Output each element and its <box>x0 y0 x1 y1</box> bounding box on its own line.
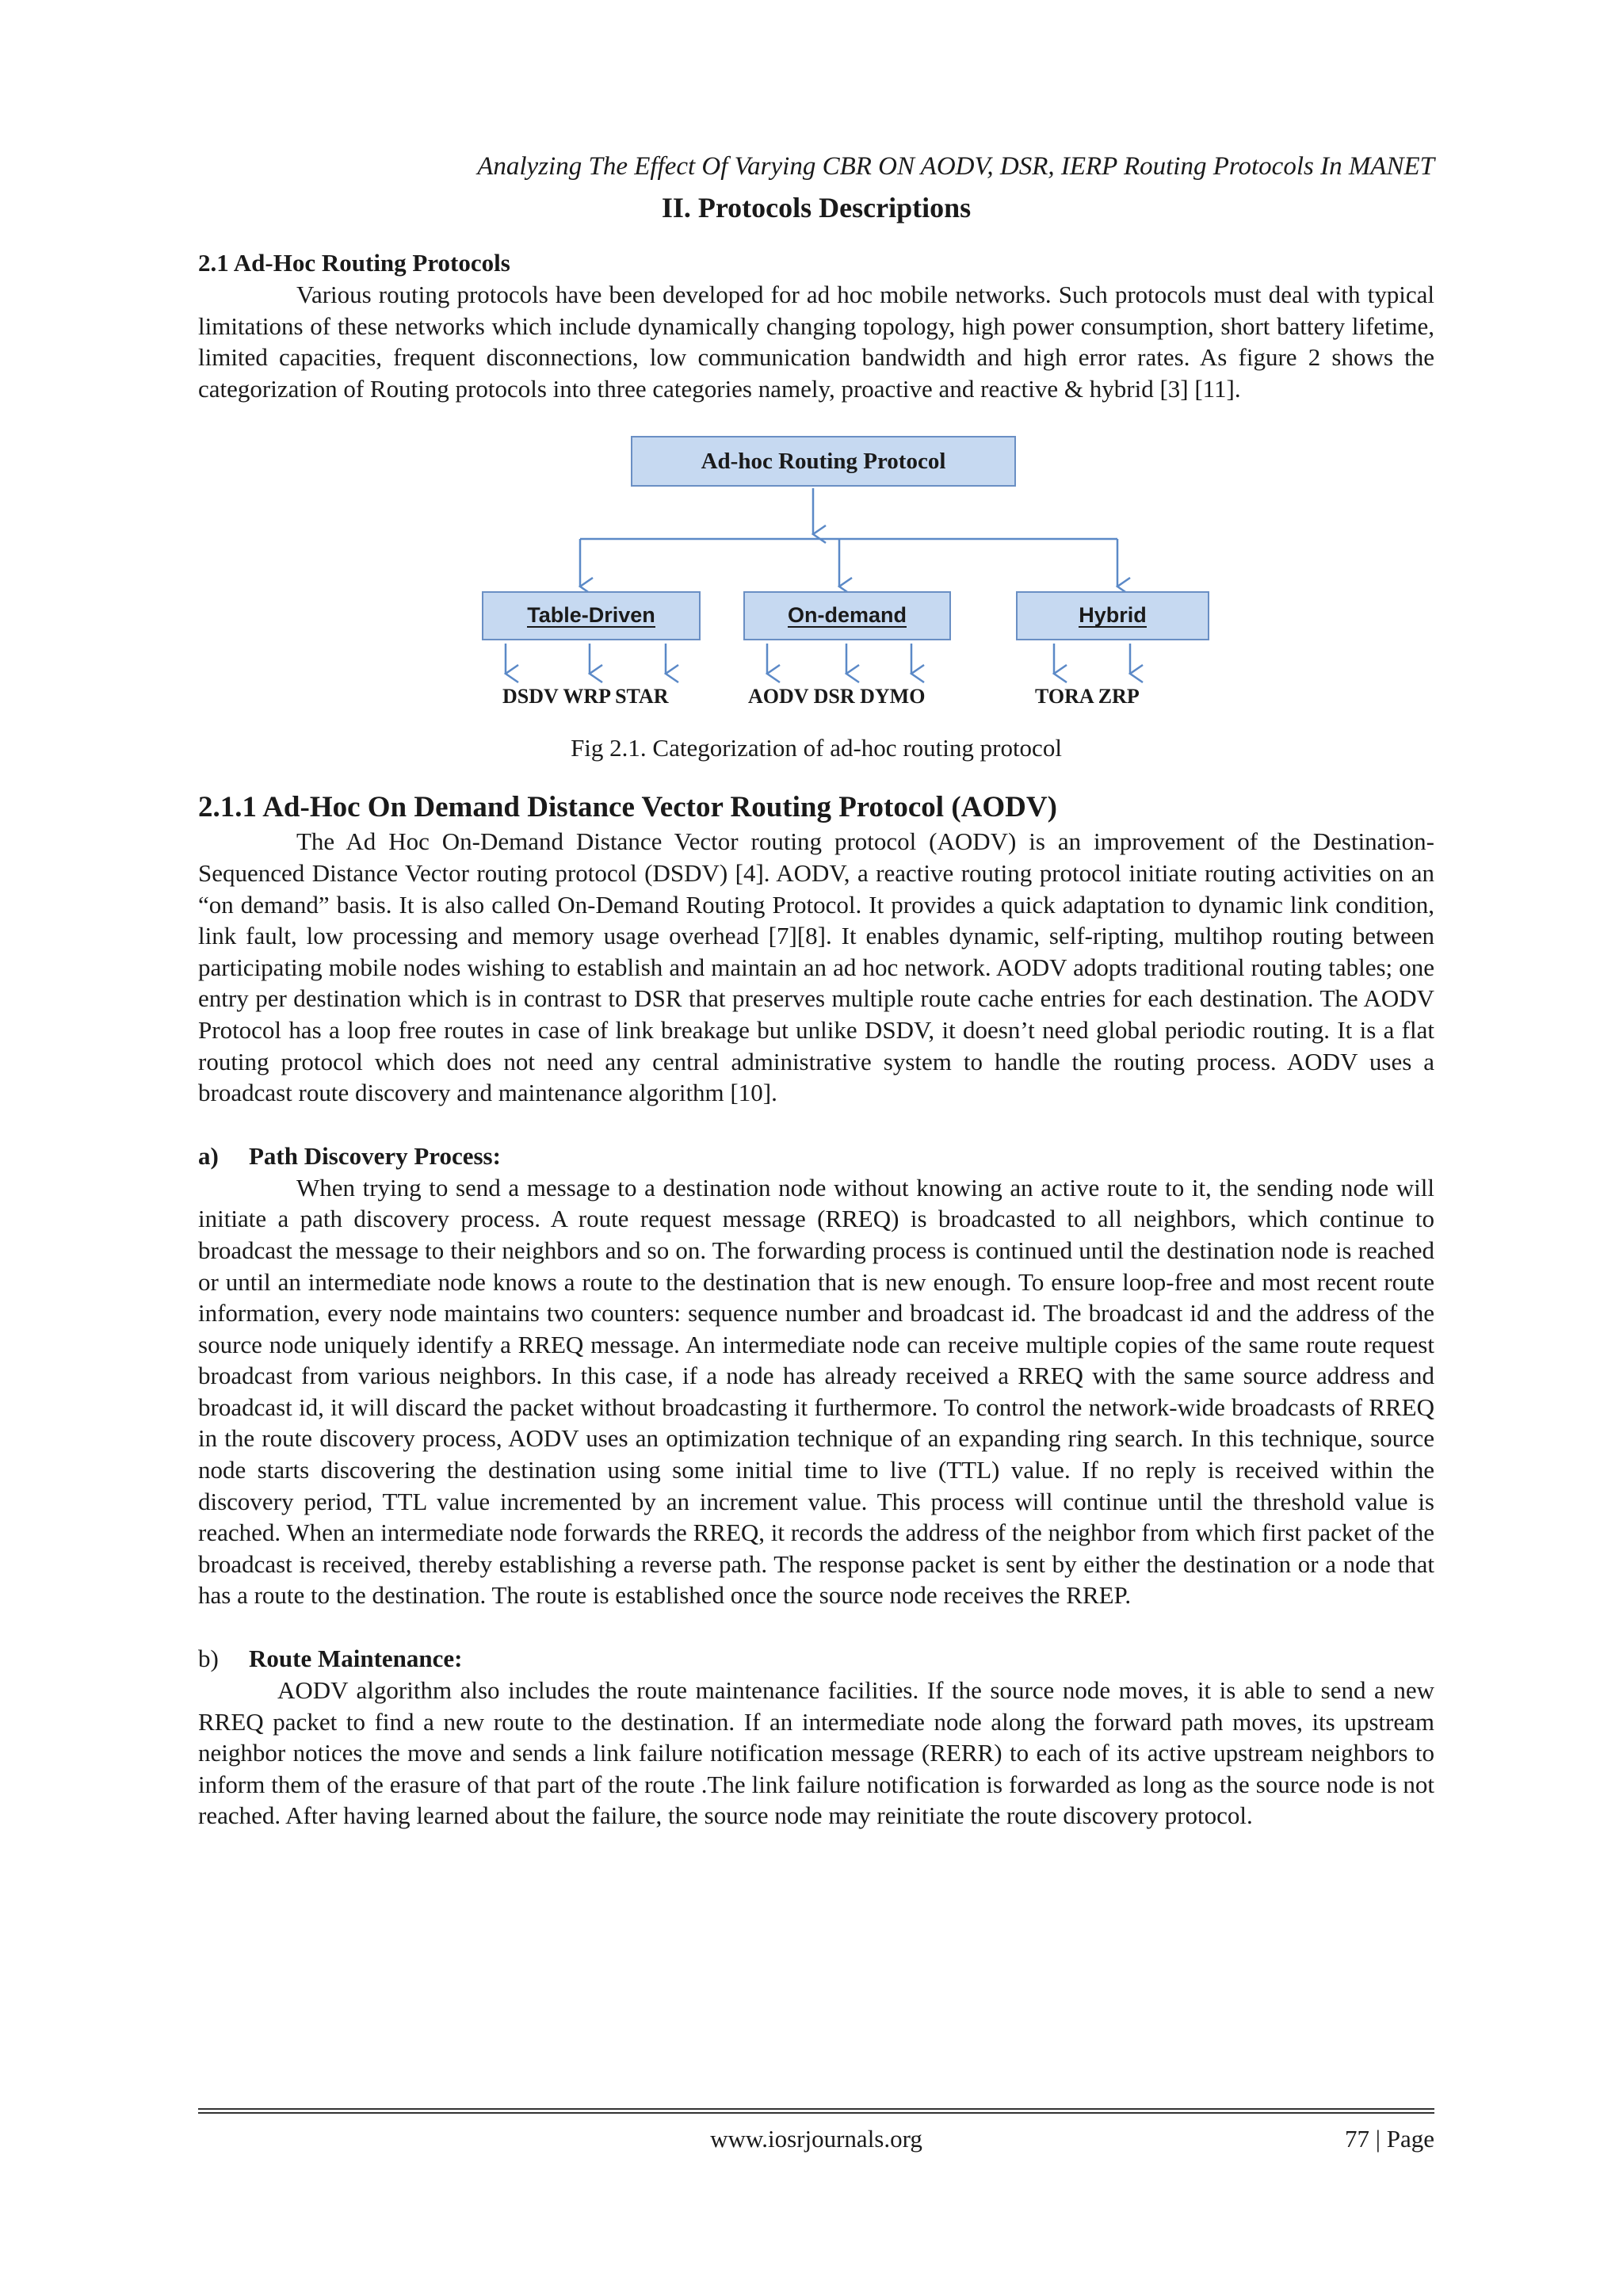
hybrid-box <box>1016 591 1209 640</box>
leaf-table-driven-protocols: DSDV WRP STAR <box>502 685 669 709</box>
running-header: Analyzing The Effect Of Varying CBR ON AODV, DSR, IERP Routing Protocols In MANET <box>477 152 1434 181</box>
paragraph-path-discovery: When trying to send a message to a destination node without knowing an active route to it, the sending node will initiate a path discovery process. A route request message (RREQ) is broadcasted to all neighbors, which continue to broadcast the message to their neighbors and so on. The forwarding process is continued until the destination node is reached or until an intermediate node knows a route to the destination that is new enough. To ensure loop-free and most recent route information, every node maintains two counters: sequence number and broadcast id. The broadcast id and the address of the source node uniquely identify a RREQ message. An intermediate node can receive multiple copies of the same route request broadcast from various neighbors. In this case, if a node has already received a RREQ with the same source address and broadcast id, it will discard the packet without broadcasting it furthermore. To control the network-wide broadcasts of RREQ in the route discovery process, AODV uses an optimization technique of an expanding ring search. In this technique, source node starts discovering the destination using some initial time to live (TTL) value. If no reply is received within the discovery period, TTL value incremented by an increment value. This process will continue until the threshold value is reached. When an intermediate node forwards the RREQ, it records the address of the neighbor from which first packet of the broadcast is received, thereby establishing a reverse path. The response packet is sent by either the destination or a node that has a route to the destination. The route is established once the source node receives the RREP. <box>198 1173 1434 1610</box>
path-discovery-heading <box>198 1140 1434 1172</box>
footer-page-number: 77 | Page <box>1345 2125 1434 2153</box>
figure-caption: Fig 2.1. Categorization of ad-hoc routing protocol <box>571 734 1062 762</box>
path-discovery-marker: a) <box>198 1141 219 1170</box>
page-footer <box>198 2108 1434 2155</box>
subsection-heading-2-1: 2.1 Ad-Hoc Routing Protocols <box>198 249 510 277</box>
root-box: Ad-hoc Routing Protocol <box>631 436 1016 487</box>
footer-rule-bottom <box>198 2112 1434 2114</box>
path-discovery-title: Path Discovery Process: <box>249 1141 501 1170</box>
route-maintenance-heading <box>198 1643 1434 1675</box>
hybrid-label: Hybrid <box>1079 603 1147 628</box>
leaf-on-demand-protocols: AODV DSR DYMO <box>748 685 926 709</box>
route-maintenance-marker: b) <box>198 1645 219 1673</box>
route-maintenance-title: Route Maintenance: <box>249 1645 463 1673</box>
paragraph-aodv: The Ad Hoc On-Demand Distance Vector routing protocol (AODV) is an improvement of the Destination-Sequenced Distance Vector routing protocol (DSDV) [4]. AODV, a reactive routing protocol initiate routing activities on an “on demand” basis. It is also called On-Demand Routing Protocol. It provides a quick adaptation to dynamic link condition, link fault, low processing and memory usage overhead [7][8]. It enables dynamic, self-ripting, multihop routing between participating mobile nodes wishing to establish and maintain an ad hoc network. AODV adopts traditional routing tables; one entry per destination which is in contrast to DSR that preserves multiple route cache entries for each destination. The AODV Protocol has a loop free routes in case of link breakage but unlike DSDV, it doesn’t need global periodic routing. It is a flat routing protocol which does not need any central administrative system to handle the routing process. AODV uses a broadcast route discovery and maintenance algorithm [10]. <box>198 827 1434 1107</box>
routing-protocol-diagram <box>198 436 1434 709</box>
section-title: II. Protocols Descriptions <box>661 192 972 223</box>
subsection-heading-2-1-1: 2.1.1 Ad-Hoc On Demand Distance Vector Routing Protocol (AODV) <box>198 791 1057 824</box>
page-content <box>198 151 1434 1832</box>
paragraph-ad-hoc-routing: Various routing protocols have been developed for ad hoc mobile networks. Such protocols must deal with typical limitations of these networks which include dynamically changing topology, high power consumption, short battery lifetime, limited capacities, frequent disconnections, low communication bandwidth and high error rates. As figure 2 shows the categorization of Routing protocols into three categories namely, proactive and reactive & hybrid [3] [11]. <box>198 281 1434 403</box>
footer-journal-url: www.iosrjournals.org <box>710 2125 922 2153</box>
table-driven-box <box>482 591 701 640</box>
footer-rule-top <box>198 2108 1434 2110</box>
paragraph-route-maintenance: AODV algorithm also includes the route maintenance facilities. If the source node moves, it is able to send a new RREQ packet to find a new route to the destination. If an intermediate node along the forward path moves, its upstream neighbor notices the move and sends a link failure notification message (RERR) to each of its active upstream neighbors to inform them of the erasure of that part of the route .The link failure notification is forwarded as long as the source node is not reached. After having learned about the failure, the source node may reinitiate the route discovery protocol. <box>198 1676 1434 1830</box>
footer-row <box>198 2123 1434 2155</box>
table-driven-label: Table-Driven <box>527 603 655 628</box>
on-demand-box <box>743 591 951 640</box>
on-demand-label: On-demand <box>787 603 907 628</box>
leaf-hybrid-protocols: TORA ZRP <box>1035 685 1140 709</box>
